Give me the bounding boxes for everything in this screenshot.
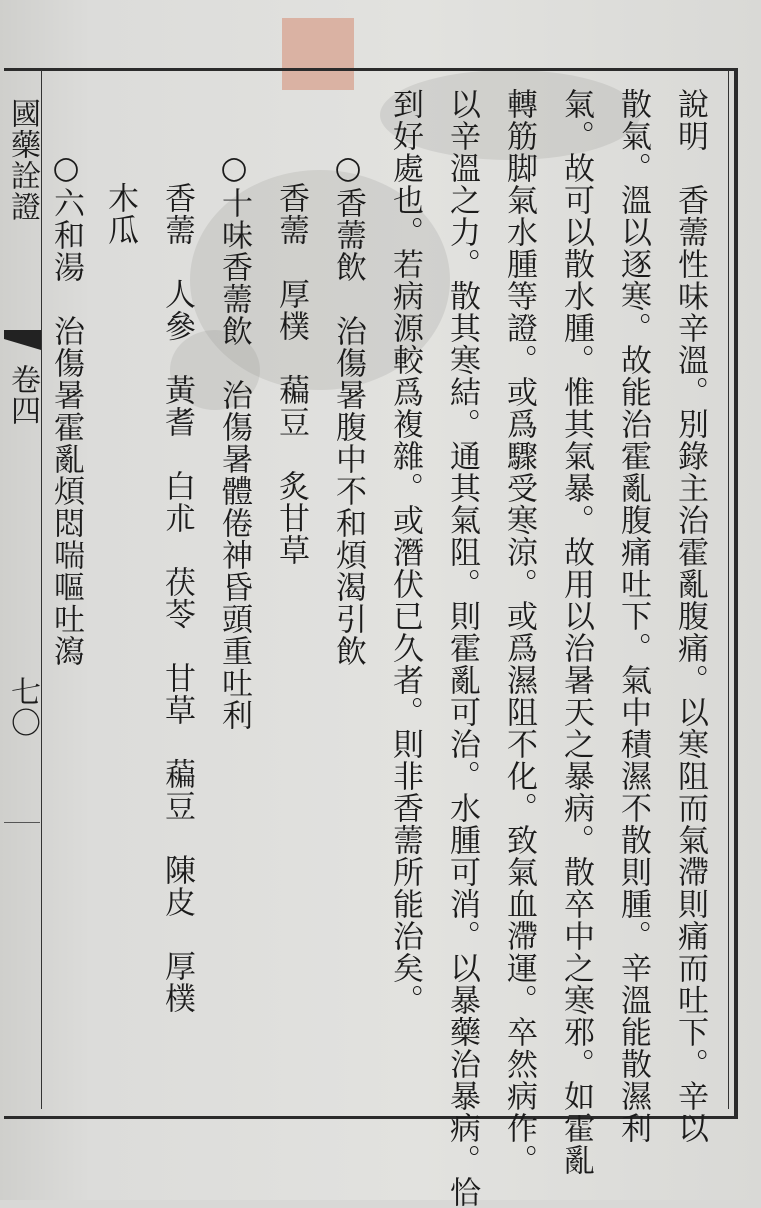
text-column-6: 到好處也。若病源較爲複雜。或潛伏已久者。則非香薷所能治矣。 <box>387 88 423 1016</box>
text-column-2: 散氣。溫以逐寒。故能治霍亂腹痛吐下。氣中積濕不散則腫。辛溫能散濕利 <box>615 88 651 1144</box>
formula-ingredients-continued: 木瓜 <box>102 182 138 246</box>
text-column-4: 轉筋脚氣水腫等證。或爲驟受寒涼。或爲濕阻不化。致氣血滯運。卒然病作。 <box>501 88 537 1176</box>
formula-ingredients-shiwei-xiangru-yin: 香薷 人參 黃耆 白朮 茯苓 甘草 藊豆 陳皮 厚樸 <box>159 182 195 1014</box>
text-column-1: 說明 香薷性味辛溫。別錄主治霍亂腹痛。以寒阻而氣滯則痛而吐下。辛以 <box>672 88 708 1144</box>
text-column-3: 氣。故可以散水腫。惟其氣暴。故用以治暑天之暴病。散卒中之寒邪。如霍亂 <box>558 88 594 1176</box>
formula-title-liuhe-tang: ○六和湯 治傷暑霍亂煩悶喘嘔吐瀉 <box>48 150 84 667</box>
formula-ingredients-xiangru-yin: 香薷 厚樸 藊豆 炙甘草 <box>273 182 309 566</box>
margin-rule <box>4 822 40 823</box>
text-column-5: 以辛溫之力。散其寒結。通其氣阻。則霍亂可治。水腫可消。以暴藥治暴病。恰 <box>444 88 480 1208</box>
margin-page-number: 七〇 <box>5 676 40 738</box>
margin-volume: 卷四 <box>5 364 40 426</box>
margin-title: 國藥詮證 <box>5 98 40 222</box>
formula-title-shiwei-xiangru-yin: ○十味香薷飲 治傷暑體倦神昏頭重吐利 <box>216 150 252 731</box>
formula-title-xiangru-yin: ○香薷飲 治傷暑腹中不和煩渴引飲 <box>330 150 366 667</box>
